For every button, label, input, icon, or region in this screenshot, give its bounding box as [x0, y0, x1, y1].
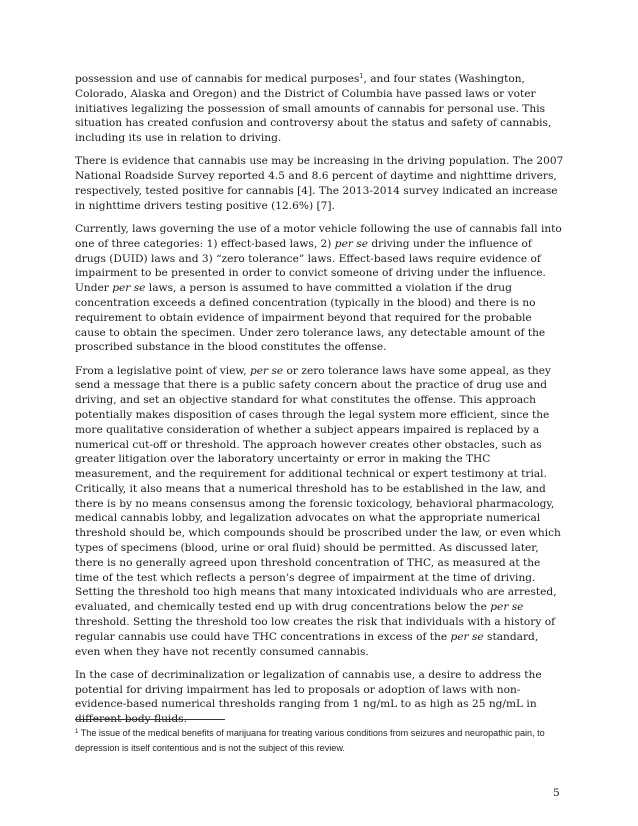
italic-term: per se	[450, 630, 484, 643]
paragraph-1	[75, 72, 565, 146]
italic-term: per se	[334, 237, 368, 250]
paragraph-4-text-a: From a legislative point of view,	[75, 364, 250, 377]
italic-term: per se	[249, 364, 284, 377]
paragraph-4	[75, 364, 565, 660]
paragraph-4-text-b: or zero tolerance laws have some appeal, as they send a message that there is a public safety concern about the practice of drug use and driving, and set an objective standard for what constitutes the offense. This approach potentially makes disposition of cases through the legal system more efficient, since the more qualitative consideration of whether a subject appears impaired is replaced by a numerical cut-off or threshold. The approach however creates other obstacles, such as greater litigation over the laboratory uncertainty or error in making the THC measurement, and the requirement for additional technical or expert testimony at trial. Critically, it also means that a numerical threshold has to be established in the law, and there is by no means consensus among the forensic toxicology, behavioral pharmacology, medical cannabis lobby, and legalization advocates on what the appropriate numerical threshold should be, which compounds should be proscribed under the law, or even which types of specimens (blood, urine or oral fluid) should be permitted. As discussed later, there is no generally agreed upon threshold concentration of THC, as measured at the time of the test which reflects a person’s degree of impairment at the time of driving. Setting the threshold too high means that many intoxicated individuals who are arrested, evaluated, and chemically tested end up with drug concentrations below the	[75, 364, 561, 614]
page-number: 5	[553, 787, 560, 799]
footnote-reference: 1	[359, 72, 364, 80]
footnote-text: The issue of the medical benefits of marijuana for treating various conditions from seizures and neuropathic pain, to depression is itself contentious and is not the subject of this review.	[75, 728, 545, 753]
italic-term: per se	[490, 601, 524, 614]
paragraph-3	[75, 222, 565, 355]
body-text	[75, 72, 565, 727]
paragraph-3-text-c: laws, a person is assumed to have committed a violation if the drug concentration exceeds a defined concentration (typically in the blood) and there is no requirement to obtain evidence of impairment beyond that required for the probable cause to obtain the specimen. Under zero tolerance laws, any detectable amount of the proscribed substance in the blood constitutes the offense.	[75, 282, 546, 354]
paragraph-4-text-c: threshold. Setting the threshold too low creates the risk that individuals with a history of regular cannabis use could have THC concentrations in excess of the	[75, 616, 556, 643]
paragraph-3-text-b: driving under the influence of drugs (DUID) laws and 3) “zero tolerance” laws. Effect-based laws require evidence of impairment to be presented in order to convict someone of driving under the influence. Under	[75, 237, 546, 295]
paragraph-2: There is evidence that cannabis use may be increasing in the driving population. The 2007 National Roadside Survey reported 4.5 and 8.6 percent of daytime and nighttime drivers, respectively, tested positive for cannabis [4]. The 2013-2014 survey indicated an increase in nighttime drivers testing positive (12.6%) [7].	[75, 155, 564, 212]
paragraph-3-text-a: Currently, laws governing the use of a motor vehicle following the use of cannabis fall into one of three categories: 1) effect-based laws, 2)	[75, 222, 562, 250]
paragraph-1-text-a: possession and use of cannabis for medical purposes	[75, 73, 360, 85]
footnote	[75, 726, 570, 755]
paragraph-1-text-b: , and four states (Washington, Colorado, Alaska and Oregon) and the District of Columbia have passed laws or voter initiatives legalizing the possession of small amounts of cannabis for personal use. This situation has created confusion and controversy about the status and safety of cannabis, including its use in relation to driving.	[75, 73, 552, 145]
paragraph-4-text-d: standard, even when they have not recently consumed cannabis.	[75, 630, 539, 658]
paragraph-5: In the case of decriminalization or legalization of cannabis use, a desire to address the potential for driving impairment has led to proposals or adoption of laws with non-evidence-based numerical thresholds ranging from 1 ng/mL to as high as 25 ng/mL in different body fluids.	[75, 668, 542, 726]
footnote-divider	[75, 719, 225, 720]
footnote-marker: 1	[75, 729, 79, 735]
italic-term: per se	[112, 282, 146, 295]
